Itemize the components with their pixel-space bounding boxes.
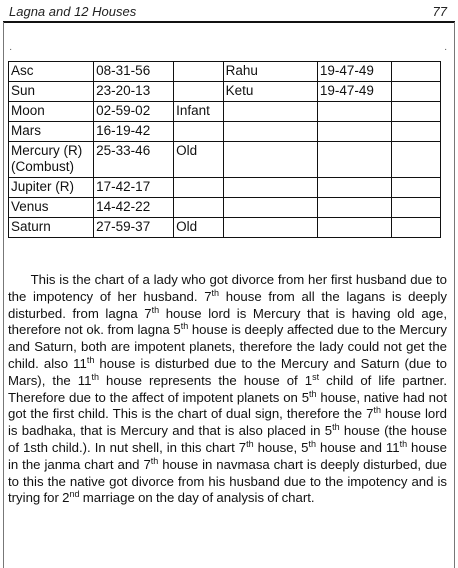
planet-cell: Sun: [9, 82, 94, 102]
degree2-cell: [317, 102, 391, 122]
planet2-cell: [223, 142, 317, 178]
planet-cell: Moon: [9, 102, 94, 122]
table-row: [9, 198, 441, 218]
planet2-cell: [223, 178, 317, 198]
planet2-cell: Rahu: [223, 62, 317, 82]
state-cell: Infant: [174, 102, 223, 122]
state2-cell: [392, 178, 441, 198]
degree2-cell: 19-47-49: [317, 82, 391, 102]
degree-cell: 25-33-46: [94, 142, 174, 178]
state2-cell: [392, 142, 441, 178]
state-cell: [174, 82, 223, 102]
page-frame-left: [3, 22, 4, 568]
table-row: [9, 122, 441, 142]
planet-positions-table: [8, 61, 441, 238]
degree-cell: 14-42-22: [94, 198, 174, 218]
planet-cell: Asc: [9, 62, 94, 82]
degree2-cell: [317, 218, 391, 238]
planet-cell: Saturn: [9, 218, 94, 238]
planet2-cell: Ketu: [223, 82, 317, 102]
table-row: [9, 178, 441, 198]
degree-cell: 27-59-37: [94, 218, 174, 238]
state2-cell: [392, 198, 441, 218]
planet-cell: Venus: [9, 198, 94, 218]
degree2-cell: [317, 122, 391, 142]
planet2-cell: [223, 198, 317, 218]
page-header: [3, 3, 455, 21]
table-row: [9, 62, 441, 82]
planet-cell: Jupiter (R): [9, 178, 94, 198]
degree2-cell: [317, 198, 391, 218]
state-cell: Old: [174, 142, 223, 178]
state-cell: Old: [174, 218, 223, 238]
state2-cell: [392, 62, 441, 82]
degree-cell: 17-42-17: [94, 178, 174, 198]
analysis-paragraph: This is the chart of a lady who got divorce from her first husband due to the impotency of her husband. 7th house from all the lagans is deeply disturbed. from lagna 7th house lord is Mercury that is having old age, therefore not ok. from lagna 5th house is deeply affected due to the Mercury and Saturn, both are impotent planets, therefore the lady could not get the child. also 11th house is disturbed due to the Mercury and Saturn (due to Mars), the 11th house represents the house of 1st child of life partner. Therefore due to the affect of impotent planets on 5th house, native had not got the first child. This is the chart of dual sign, therefore the 7th house lord is badhaka, that is Mercury and that is also placed in 5th house (the house of 1sth child.). In nut shell, in this chart 7th house, 5th house and 11th house in the janma chart and 7th house in navmasa chart is deeply disturbed, due to this the native got divorce from his husband due to the impotency and is trying for 2nd marriage on the day of analysis of chart.: [8, 272, 447, 506]
state-cell: [174, 198, 223, 218]
planet2-cell: [223, 102, 317, 122]
header-rule: [3, 21, 455, 23]
state-cell: [174, 62, 223, 82]
corner-mark-icon: ·: [444, 44, 448, 55]
state2-cell: [392, 102, 441, 122]
degree2-cell: [317, 142, 391, 178]
degree2-cell: [317, 178, 391, 198]
table-row: [9, 218, 441, 238]
planet2-cell: [223, 122, 317, 142]
corner-mark-icon: ·: [9, 44, 13, 55]
planet-cell: Mercury (R) (Combust): [9, 142, 94, 178]
state-cell: [174, 122, 223, 142]
state2-cell: [392, 82, 441, 102]
planet-cell: Mars: [9, 122, 94, 142]
degree2-cell: 19-47-49: [317, 62, 391, 82]
table-row: [9, 82, 441, 102]
page-number: 77: [432, 4, 447, 19]
degree-cell: 02-59-02: [94, 102, 174, 122]
running-title: Lagna and 12 Houses: [9, 4, 137, 19]
page-frame-right: [454, 22, 455, 568]
table-row: [9, 142, 441, 178]
degree-cell: 23-20-13: [94, 82, 174, 102]
state-cell: [174, 178, 223, 198]
state2-cell: [392, 122, 441, 142]
table-row: [9, 102, 441, 122]
state2-cell: [392, 218, 441, 238]
planet2-cell: [223, 218, 317, 238]
degree-cell: 08-31-56: [94, 62, 174, 82]
degree-cell: 16-19-42: [94, 122, 174, 142]
